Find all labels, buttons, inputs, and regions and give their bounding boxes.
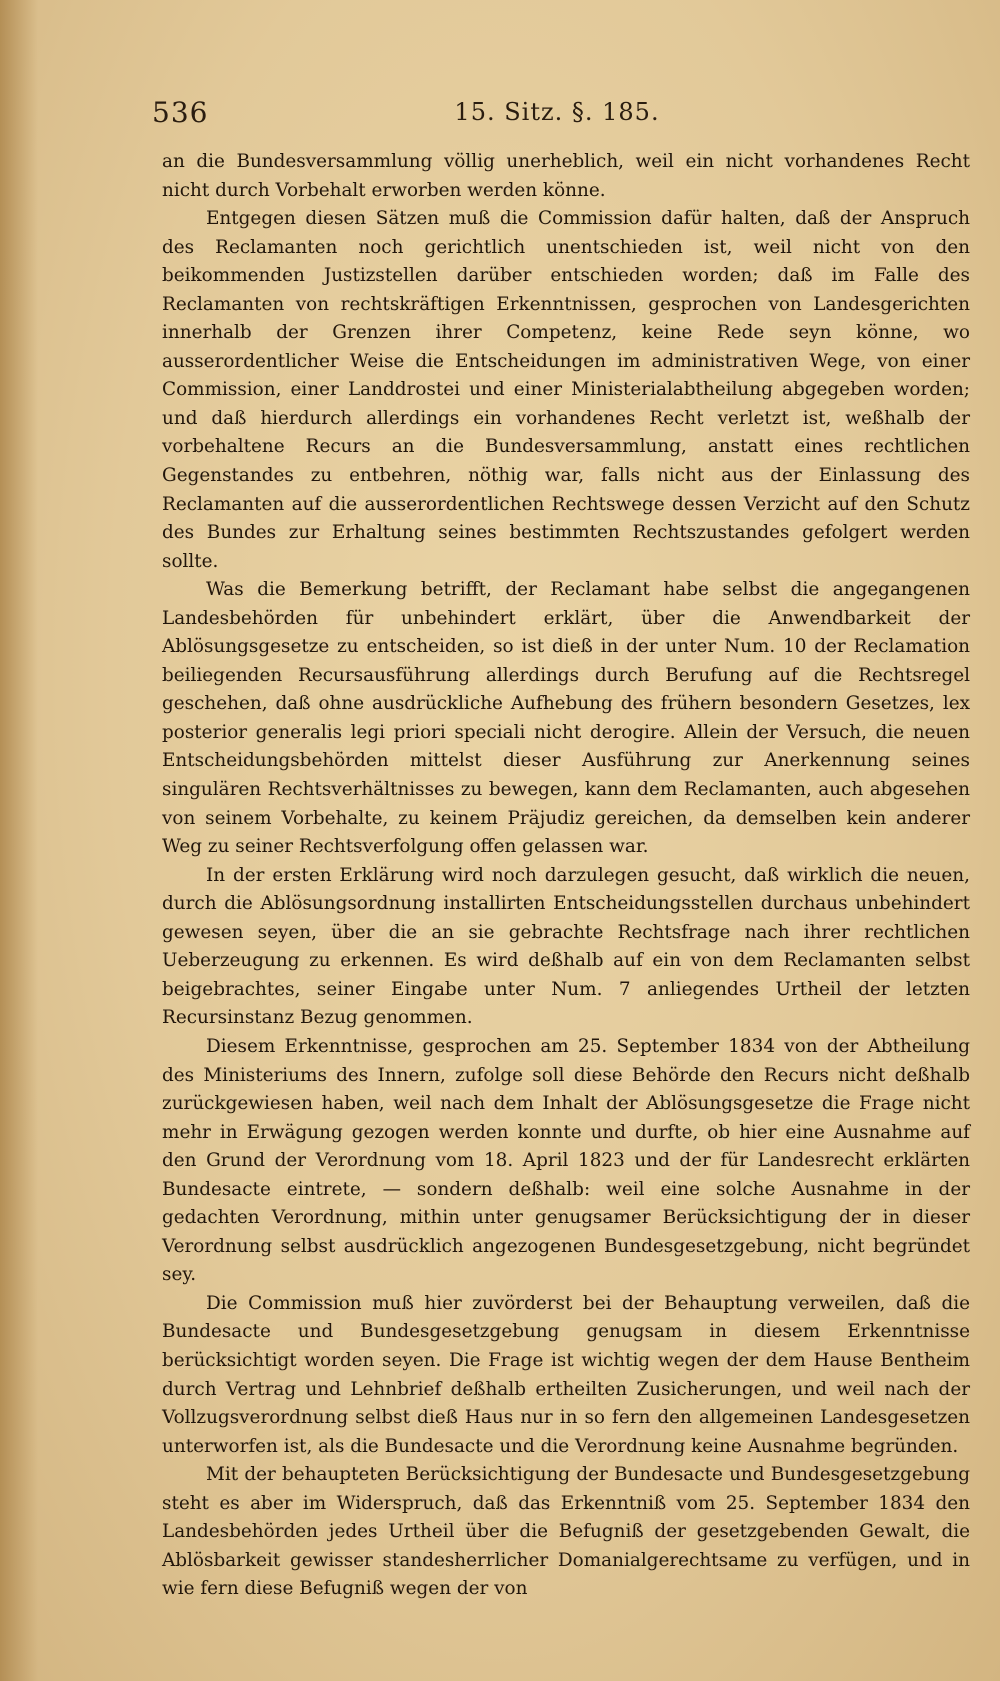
body-text bbox=[162, 148, 970, 1604]
paragraph: Was die Bemerkung betrifft, der Reclamant habe selbst die angegangenen Landesbehörden für unbehindert erklärt, über die Anwendbarkeit der Ablösungsgesetze zu entscheiden, so ist dieß in der unter Num. 10 der Reclamation beiliegenden Recursausführung allerdings durch Berufung auf die Rechtsregel geschehen, daß ohne ausdrückliche Aufhebung des frühern besondern Gesetzes, lex posterior generalis legi priori speciali nicht derogire. Allein der Versuch, die neuen Entscheidungsbehörden mittelst dieser Ausführung zur Anerkennung seines singulären Rechtsverhältnisses zu bewegen, kann dem Reclamanten, auch abgesehen von seinem Vorbehalte, zu keinem Präjudiz gereichen, da demselben kein anderer Weg zu seiner Rechtsverfolgung offen gelassen war. bbox=[162, 579, 970, 858]
paragraph: Entgegen diesen Sätzen muß die Commission dafür halten, daß der Anspruch des Reclamanten noch gerichtlich unentschieden ist, weil nicht von den beikommenden Justizstellen darüber entschieden worden; daß im Falle des Reclamanten von rechtskräftigen Erkenntnissen, gesprochen von Landesgerichten innerhalb der Grenzen ihrer Competenz, keine Rede seyn könne, wo ausserordentlicher Weise die Entscheidungen im administrativen Wege, von einer Commission, einer Landdrostei und einer Ministerialabtheilung abgegeben worden; und daß hierdurch allerdings ein vorhandenes Recht verletzt ist, weßhalb der vorbehaltene Recurs an die Bundesversammlung, anstatt eines rechtlichen Gegenstandes zu entbehren, nöthig war, falls nicht aus der Einlassung des Reclamanten auf die ausserordentlichen Rechtswege dessen Verzicht auf den Schutz des Bundes zur Erhaltung seines bestimmten Rechtszustandes gefolgert werden sollte. bbox=[162, 208, 970, 572]
page-number: 536 bbox=[152, 96, 209, 129]
paragraph: In der ersten Erklärung wird noch darzulegen gesucht, daß wirklich die neuen, durch die Ablösungsordnung installirten Entscheidungsstellen durchaus unbehindert gewesen seyen, über die an sie gebrachte Rechtsfrage nach ihrer rechtlichen Ueberzeugung zu erkennen. Es wird deßhalb auf ein von dem Reclamanten selbst beigebrachtes, seiner Eingabe unter Num. 7 anliegendes Urtheil der letzten Recursinstanz Bezug genommen. bbox=[162, 864, 970, 1029]
paragraph: Die Commission muß hier zuvörderst bei der Behauptung verweilen, daß die Bundesacte und Bundesgesetzgebung genugsam in diesem Erkenntnisse berücksichtigt worden seyen. Die Frage ist wichtig wegen der dem Hause Bentheim durch Vertrag und Lehnbrief deßhalb ertheilten Zusicherungen, und weil nach der Vollzugsverordnung selbst dieß Haus nur in so fern den allgemeinen Landesgesetzen unterworfen ist, als die Bundesacte und die Verordnung keine Ausnahme begründen. bbox=[162, 1292, 970, 1457]
page-edge-shadow bbox=[0, 0, 38, 1681]
paragraph-continuation: an die Bundesversammlung völlig unerheblich, weil ein nicht vorhandenes Recht nicht durch Vorbehalt erworben werden könne. bbox=[162, 151, 970, 201]
running-head: 15. Sitz. §. 185. bbox=[454, 98, 660, 126]
paragraph: Diesem Erkenntnisse, gesprochen am 25. September 1834 von der Abtheilung des Ministeriums des Innern, zufolge soll diese Behörde den Recurs nicht deßhalb zurückgewiesen haben, weil nach dem Inhalt der Ablösungsgesetze die Frage nicht mehr in Erwägung gezogen werden konnte und durfte, ob hier eine Ausnahme auf den Grund der Verordnung vom 18. April 1823 und der für Landesrecht erklärten Bundesacte eintrete, — sondern deßhalb: weil eine solche Ausnahme in der gedachten Verordnung, mithin unter genugsamer Berücksichtigung der in dieser Verordnung selbst ausdrücklich angezogenen Bundesgesetzgebung, nicht begründet sey. bbox=[162, 1035, 970, 1286]
paragraph: Mit der behaupteten Berücksichtigung der Bundesacte und Bundesgesetzgebung steht es aber im Widerspruch, daß das Erkenntniß vom 25. September 1834 den Landesbehörden jedes Urtheil über die Befugniß der gesetzgebenden Gewalt, die Ablösbarkeit gewisser standesherrlicher Domanialgerechtsame zu verfügen, und in wie fern diese Befugniß wegen der von bbox=[162, 1464, 970, 1600]
page-header bbox=[152, 96, 962, 136]
